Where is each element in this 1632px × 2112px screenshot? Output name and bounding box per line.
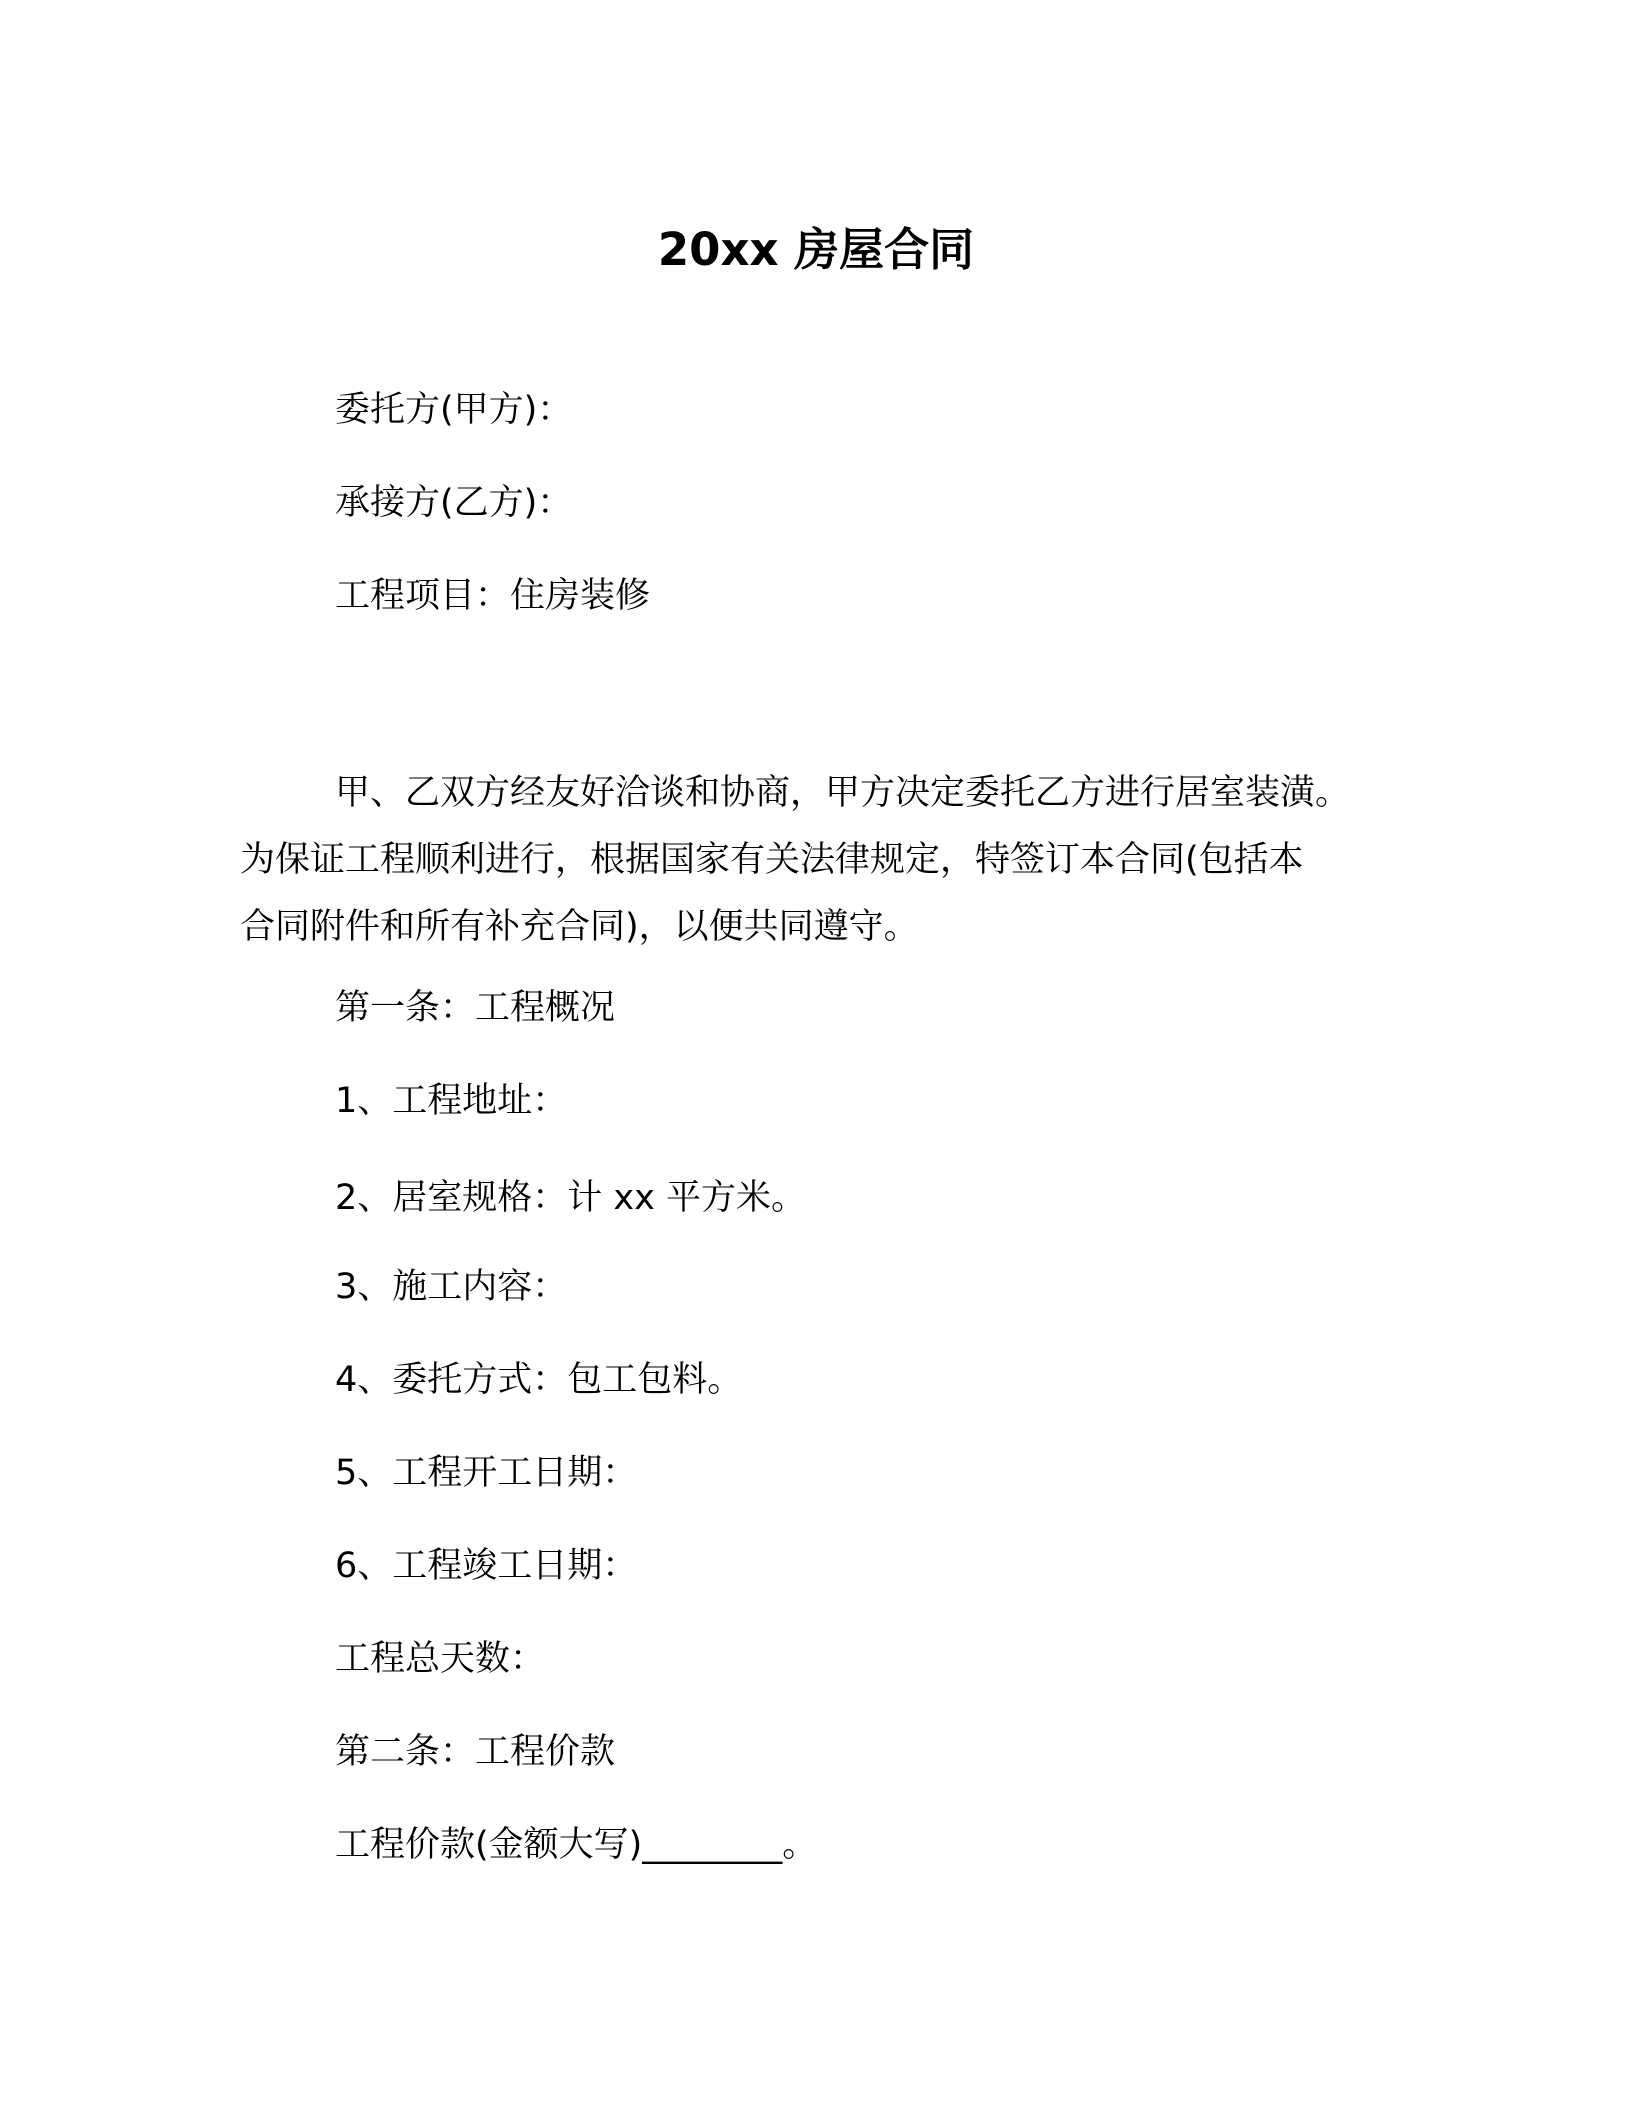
project-price-line: 工程价款(金额大写)________。 — [335, 1825, 818, 1865]
completion-date-line: 6、工程竣工日期： — [335, 1546, 638, 1586]
intro-line: 为保证工程顺利进行，根据国家有关法律规定，特签订本合同(包括本 — [240, 840, 1304, 880]
client-party-line: 委托方(甲方)： — [335, 390, 573, 430]
total-days-line: 工程总天数： — [335, 1639, 546, 1679]
contractor-party-line: 承接方(乙方)： — [335, 483, 573, 523]
commission-method-line: 4、委托方式：包工包料。 — [335, 1360, 743, 1400]
start-date-line: 5、工程开工日期： — [335, 1453, 638, 1493]
article-one-heading: 第一条：工程概况 — [335, 988, 616, 1028]
project-address-line: 1、工程地址： — [335, 1081, 568, 1121]
intro-line: 合同附件和所有补充合同)，以便共同遵守。 — [240, 907, 919, 947]
document-title: 20xx 房屋合同 — [657, 223, 975, 276]
project-line: 工程项目：住房装修 — [335, 576, 651, 616]
intro-line: 甲、乙双方经友好洽谈和协商，甲方决定委托乙方进行居室装潢。 — [335, 773, 1351, 813]
article-two-heading: 第二条：工程价款 — [335, 1732, 616, 1772]
room-size-line: 2、居室规格：计 xx 平方米。 — [335, 1178, 806, 1218]
intro-paragraph — [240, 760, 1400, 961]
work-content-line: 3、施工内容： — [335, 1267, 568, 1307]
